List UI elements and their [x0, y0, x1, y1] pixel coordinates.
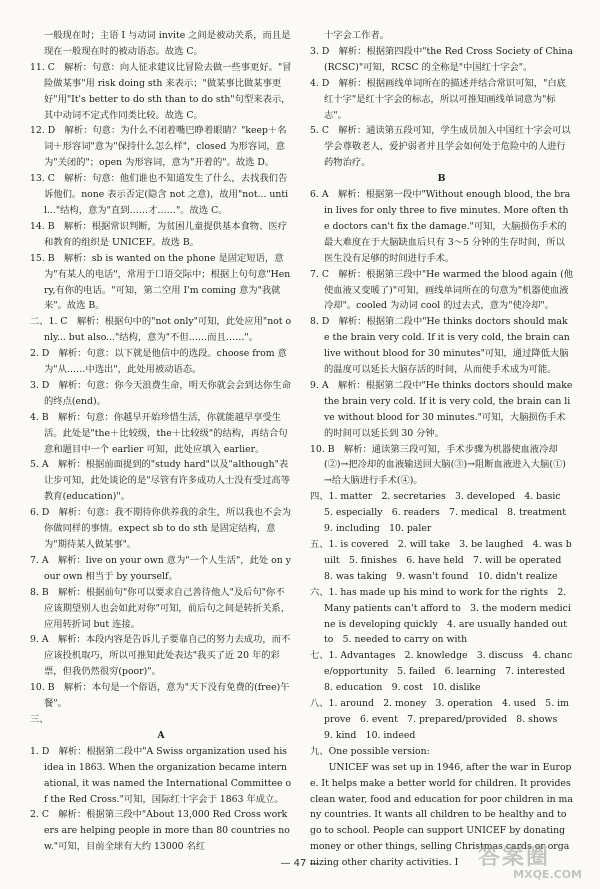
answer-paragraph: 3. D 解析：根据第四段中"the Red Cross Society of China(RCSC)"可知，RCSC 的全称是"中国红十字会"。 [310, 45, 573, 73]
left-column [30, 28, 292, 853]
watermark-text: 答案圈 [478, 845, 551, 870]
answer-paragraph: 九、One possible version: [310, 745, 430, 757]
answer-paragraph: 7. A 解析：live on your own 意为"一个人生活"，此处 on your own 相当于 by yourself。 [30, 554, 291, 582]
answer-paragraph: 二、1. C 解析：根据句中的"not only"可知，此处应用"not only... but also..."结构，意为"不但……而且……"。 [30, 316, 292, 344]
answer-paragraph: 7. C 解析：根据第三段中"He warmed the blood again (他使血液又变暖了)"可知，画线单词所在的句意为"机器使血液冷却"。cooled 为动词 cool 的过去式，意为"使冷却"。 [310, 268, 574, 312]
answer-paragraph: 一般现在时；主语 I 与动词 invite 之间是被动关系，而且是现在一般现在时的被动语态。故选 C。 [44, 30, 291, 57]
passage-heading: A [157, 729, 165, 741]
answer-paragraph: 十字会工作者。 [324, 30, 390, 41]
page-number: — 47 — [280, 858, 320, 869]
answer-paragraph: 9. A 解析：根据第二段中"He thinks doctors should make the brain very cold. If it is very cold, the brain can live without blood for 30 minutes."可知，大脑损伤手术的时间可以延长到 30 分钟。 [310, 379, 573, 439]
answer-paragraph: 10. B 解析：通读第三段可知，手术步骤为机器使血液冷却(②)→把冷却的血液输送回大脑(③)→阻断血液进入大脑(①)→给大脑进行手术(④)。 [310, 443, 566, 487]
answer-paragraph: 4. B 解析：句意：你越早开始珍惜生活，你就能越早享受生活。此处是"the＋比较级，the＋比较级"的结构，再结合句意和题目中一个 earlier 可知，此处应填入 earlier。 [30, 411, 288, 455]
answer-paragraph: 四、1. matter 2. secretaries 3. developed 4. basic 5. especially 6. readers 7. medical 8. treatment 9. including 10. paler [310, 491, 576, 535]
answer-paragraph: 13. C 解析：句意：他们谁也不知道发生了什么，去找我们告诉他们。none 表示否定(隐含 not 之意)，故用"not... until..."结构，意为"直到……才……"。故选 C。 [30, 173, 289, 216]
answer-paragraph: 七、1. Advantages 2. knowledge 3. discuss 4. chance/opportunity 5. failed 6. learning 7. interested 8. education 9. cost 10. dislike [310, 650, 575, 694]
answer-paragraph: 15. B 解析：sb is wanted on the phone 是固定短语，意为"有某人的电话"，常用于口语交际中；根据上句句意"Henry,有你的电话。"可知，第二空用 I'm coming 意为"我就来"。故选 B。 [30, 252, 291, 312]
answer-paragraph: 1. D 解析：根据第二段中"A Swiss organization used his idea in 1863. When the organization became international, it was named the International Committee of the Red Cross."可知，国际红十字会于 1863 年成立。 [30, 745, 292, 805]
answer-paragraph: 4. D 解析：根据画线单词所在的描述并结合常识可知，"白底红十字"是红十字会的标志，所以可推知画线单词意为"标志"。 [310, 77, 566, 121]
answer-paragraph: 6. D 解析：句意：我不期待你供养我的余生，所以我也不会为你做同样的事情。expect sb to do sth 是固定结构，意为"期待某人做某事"。 [30, 507, 291, 550]
watermark-logo [478, 847, 588, 883]
answer-paragraph: 八、1. around 2. money 3. operation 4. used 5. improve 6. event 7. prepared/provided 8. shows 9. kind 10. indeed [310, 698, 569, 741]
answer-paragraph: 六、1. has made up his mind to work for the rights 2. Many patients can't afford to 3. the modern medicine is developing quickly 4. are usually handed out to 5. needed to carry on with [310, 586, 571, 646]
answer-paragraph: 5. C 解析：通读第五段可知，学生成员加入中国红十字会可以学会尊敬老人，爱护弱者并且学会如何处于危险中的人进行药物治疗。 [310, 125, 571, 169]
answer-paragraph: 5. A 解析：根据前面提到的"study hard"以及"although"表让步可知，此处谈论的是"尽管有许多成功人士没有受过高等教育(education)"。 [30, 459, 290, 503]
answer-paragraph: 10. B 解析：本句是一个俗语，意为"天下没有免费的(free)午餐"。 [30, 682, 290, 710]
answer-paragraph: 6. A 解析：根据第一段中"Without enough blood, the brain lives for only three to five minutes. More often the doctors can't fix the damage."可知，大脑损伤手术的最大难度在于大脑缺血后只有 3～5 分钟的生存时间，所以医生没有足够的时间进行手术。 [310, 189, 571, 264]
answer-paragraph: 2. D 解析：句意：以下就是他信中的选段。choose from 意为"从……中选出"，此处用被动语态。 [30, 348, 287, 376]
passage-heading: B [437, 173, 446, 185]
answer-paragraph: 2. C 解析：根据第三段中"About 13,000 Red Cross workers are helping people in more than 80 countries now."可知，目前全球有大约 13000 名红 [30, 809, 290, 853]
answer-paragraph: 8. B 解析：根据前句"你可以要求自己善待他人"及后句"你不应该期望别人也会如此对你"可知，前后句之间是转折关系，应用转折词 but 连接。 [30, 586, 290, 630]
sample-essay: UNICEF was set up in 1946, after the war in Europe. It helps make a better world for children. It provides clean water, food and education for poor children in many countries. It wants all children to be healthy and to go to school. People can support UNICEF by donating money or other things, selling Christmas cards or organizing other charity activities. I [310, 761, 573, 869]
answer-paragraph: 9. A 解析：本段内容是告诉儿子要靠自己的努力去成功，而不应该投机取巧，所以可推知此处表达"我买了近 20 年的彩票，但我仍然很穷(poor)"。 [30, 634, 291, 678]
answer-paragraph: 8. D 解析：根据第二段中"He thinks doctors should make the brain very cold. If it is very cold, the brain can live without blood for 30 minutes"可知，通过降低大脑的温度可以延长大脑存活的时间，从而使手术成为可能。 [310, 316, 570, 376]
watermark-url: MXQE.COM [513, 868, 582, 881]
section-marker: 三、 [30, 713, 49, 725]
answer-paragraph: 11. C 解析：句意：向人征求建议比冒险去做一些事更好。"冒险做某事"用 risk doing sth 来表示；"做某事比做某事更好"用"It's better to do sth than to do sth"句型来表示，其中动词不定式作同类比较。故选 C。 [30, 61, 292, 121]
answer-paragraph: 14. B 解析：根据常识判断，为贫困儿童提供基本食物、医疗和教育的组织是 UNICEF。故选 B。 [30, 220, 287, 248]
answer-paragraph: 12. D 解析：句意：为什么不闭着嘴巴睁着眼睛？"keep＋名词＋形容词"意为"保持什么怎么样"，closed 为形容词，意为"关闭的"；open 为形容词，意为"开着的"。故选 D。 [30, 125, 287, 169]
answer-paragraph: 3. D 解析：句意：你今天浪费生命，明天你就会会到达你生命的终点(end)。 [30, 379, 291, 407]
answer-paragraph: 五、1. is covered 2. will take 3. be laughed 4. was built 5. finishes 6. have held 7. will be operated 8. was taking 9. wasn't found 10. didn't realize [310, 539, 572, 582]
